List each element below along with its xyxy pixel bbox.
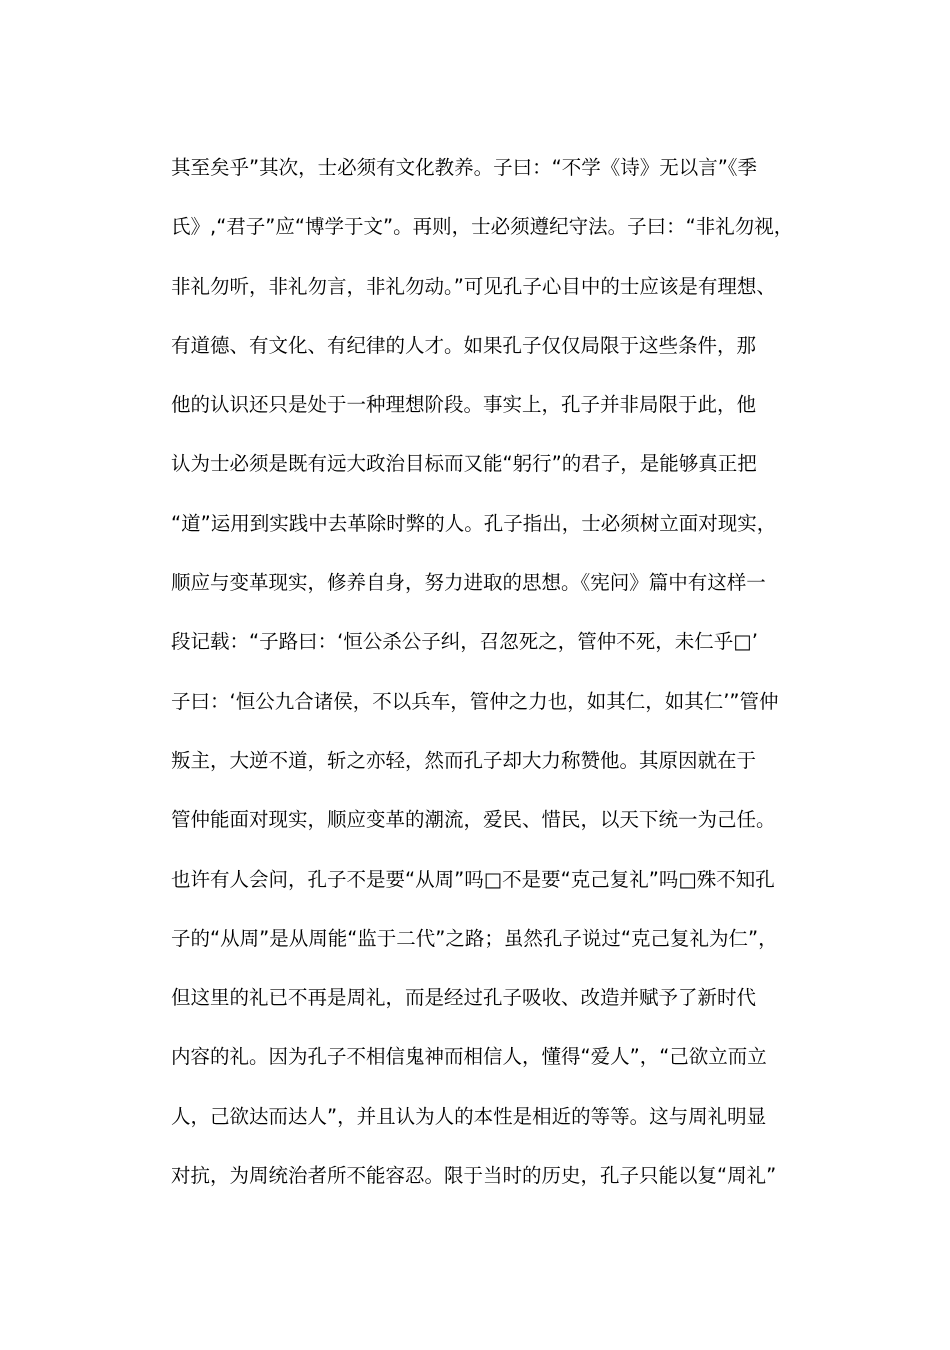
text-line: 内容的礼。因为孔子不相信鬼神而相信人，懂得“爱人”，“己欲立而立 bbox=[171, 1045, 767, 1069]
text-line: 认为士必须是既有远大政治目标而又能“躬行”的君子，是能够真正把 bbox=[171, 452, 757, 476]
text-line: 段记载：“子路曰：‘恒公杀公子纠，召忽死之，管仲不死，未仁乎□’ bbox=[171, 630, 758, 654]
text-line: 有道德、有文化、有纪律的人才。如果孔子仅仅局限于这些条件，那 bbox=[171, 333, 757, 357]
text-line: 对抗，为周统治者所不能容忍。限于当时的历史，孔子只能以复“周礼” bbox=[171, 1164, 777, 1188]
text-line: 但这里的礼已不再是周礼，而是经过孔子吸收、改造并赋予了新时代 bbox=[171, 986, 757, 1010]
text-line: “道”运用到实践中去革除时弊的人。孔子指出，士必须树立面对现实， bbox=[171, 511, 777, 535]
text-line: 叛主，大逆不道，斩之亦轻，然而孔子却大力称赞他。其原因就在于 bbox=[171, 748, 757, 772]
text-line: 其至矣乎”其次，士必须有文化教养。子曰：“不学《诗》无以言”《季 bbox=[171, 156, 758, 179]
text-line: 他的认识还只是处于一种理想阶段。事实上，孔子并非局限于此，他 bbox=[171, 393, 757, 417]
text-line: 非礼勿听，非礼勿言，非礼勿动。”可见孔子心目中的士应该是有理想、 bbox=[171, 274, 776, 298]
text-line: 管仲能面对现实，顺应变革的潮流，爱民、惜民，以天下统一为己任。 bbox=[171, 808, 776, 832]
text-line: 子的“从周”是从周能“监于二代”之路；虽然孔子说过“克己复礼为仁”， bbox=[171, 926, 778, 950]
body-text bbox=[171, 148, 794, 1215]
text-line: 顺应与变革现实，修养自身，努力进取的思想。《宪问》篇中有这样一 bbox=[171, 571, 766, 595]
text-line: 子曰：‘恒公九合诸侯，不以兵车，管仲之力也，如其仁，如其仁’”管仲 bbox=[171, 689, 779, 713]
text-line: 也许有人会问，孔子不是要“从周”吗□不是要“克己复礼”吗□殊不知孔 bbox=[171, 867, 775, 891]
text-line: 人，己欲达而达人”，并且认为人的本性是相近的等等。这与周礼明显 bbox=[171, 1104, 767, 1128]
text-line: 氏》,“君子”应“博学于文”。再则，士必须遵纪守法。子曰：“非礼勿视， bbox=[171, 215, 794, 239]
